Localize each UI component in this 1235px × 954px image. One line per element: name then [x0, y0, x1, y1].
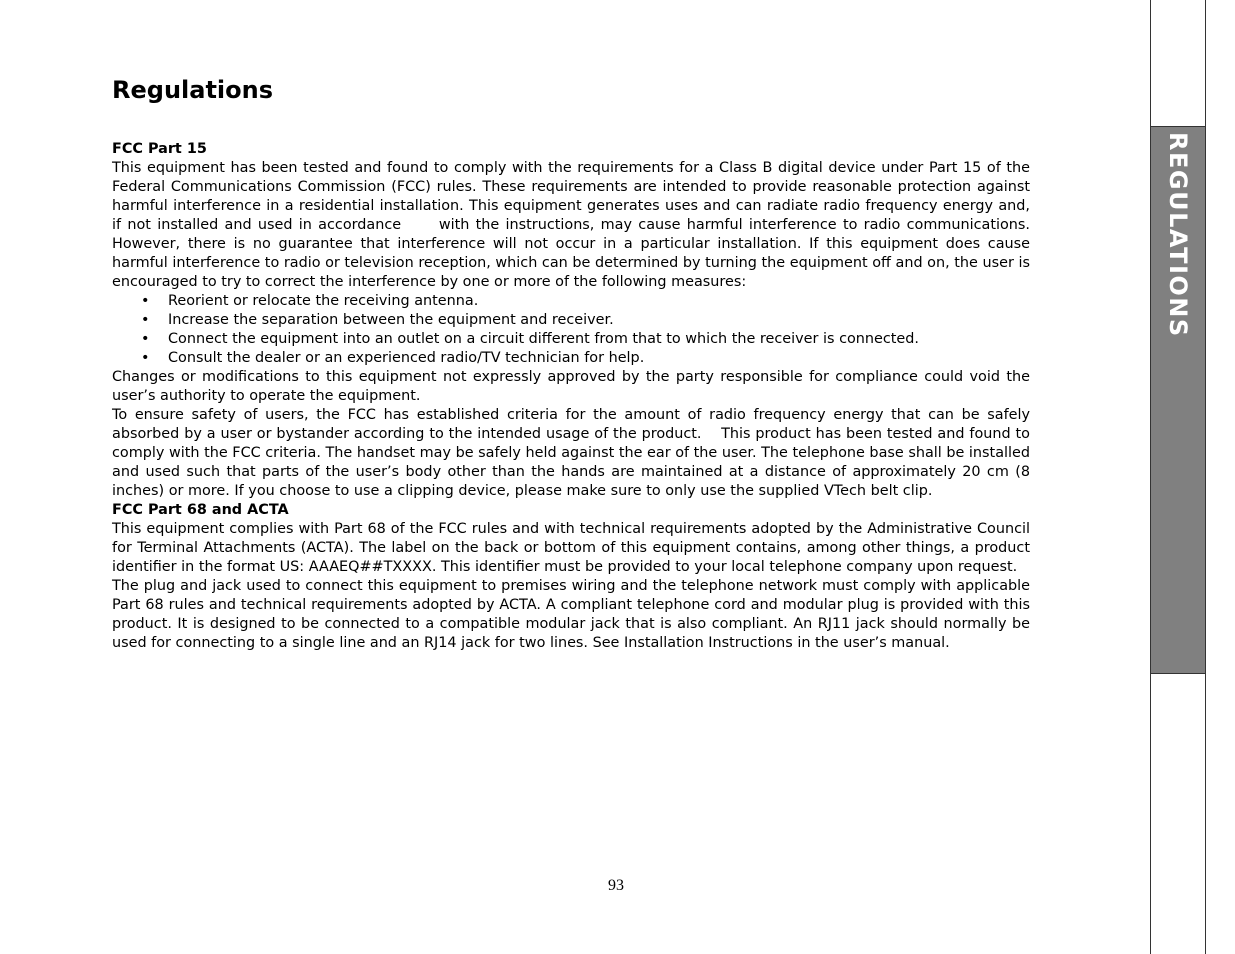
fcc-part-15-heading: FCC Part 15 [112, 141, 207, 157]
section-tab-label: REGULATIONS [1164, 132, 1192, 338]
fcc-part-68-heading: FCC Part 68 and ACTA [112, 502, 289, 518]
fcc-part-68-paragraph-1: This equipment complies with Part 68 of the FCC rules and with technical requirements adopted by the Administrative Council for Terminal Attachments (ACTA). The label on the back or bottom of this equipment contains, among other things, a product identifier in the format US: AAAEQ##TXXXX. This identifier must be provided to your local telephone company upon request. [112, 521, 1030, 575]
list-item: • Consult the dealer or an experienced radio/TV technician for help. [168, 349, 1030, 368]
list-item: • Increase the separation between the equipment and receiver. [168, 311, 1030, 330]
interference-measures-list [112, 292, 1030, 368]
list-item: • Reorient or relocate the receiving antenna. [168, 292, 1030, 311]
regulations-content [112, 140, 1035, 653]
fcc-part-68-paragraph-2: The plug and jack used to connect this equipment to premises wiring and the telephone network must comply with applicable Part 68 rules and technical requirements adopted by ACTA. A compliant telephone cord and modular plug is provided with this product. It is designed to be connected to a compatible modular jack that is also compliant. An RJ11 jack should normally be used for connecting to a single line and an RJ14 jack for two lines. See Installation Instructions in the user’s manual. [112, 578, 1030, 651]
page-title: Regulations [112, 76, 274, 104]
page-number: 93 [608, 877, 624, 894]
fcc-part-15-paragraph-3: To ensure safety of users, the FCC has established criteria for the amount of radio frequency energy that can be safely absorbed by a user or bystander according to the intended usage of the product. This product has been tested and found to comply with the FCC criteria. The handset may be safely held against the ear of the user. The telephone base shall be installed and used such that parts of the user’s body other than the hands are maintained at a distance of approximately 20 cm (8 inches) or more. If you choose to use a clipping device, please make sure to only use the supplied VTech belt clip. [112, 407, 1035, 499]
fcc-part-15-paragraph-1: This equipment has been tested and found to comply with the requirements for a Class B digital device under Part 15 of the Federal Communications Commission (FCC) rules. These requirements are intended to provide reasonable protection against harmful interference in a residential installation. This equipment generates uses and can radiate radio frequency energy and, if not installed and used in accordance with the instructions, may cause harmful interference to radio communications. However, there is no guarantee that interference will not occur in a particular installation. If this equipment does cause harmful interference to radio or television reception, which can be determined by turning the equipment off and on, the user is encouraged to try to correct the interference by one or more of the following measures: [112, 160, 1035, 290]
fcc-part-15-paragraph-2: Changes or modifications to this equipment not expressly approved by the party responsible for compliance could void the user’s authority to operate the equipment. [112, 369, 1030, 404]
list-item: • Connect the equipment into an outlet on a circuit different from that to which the receiver is connected. [168, 330, 1030, 349]
